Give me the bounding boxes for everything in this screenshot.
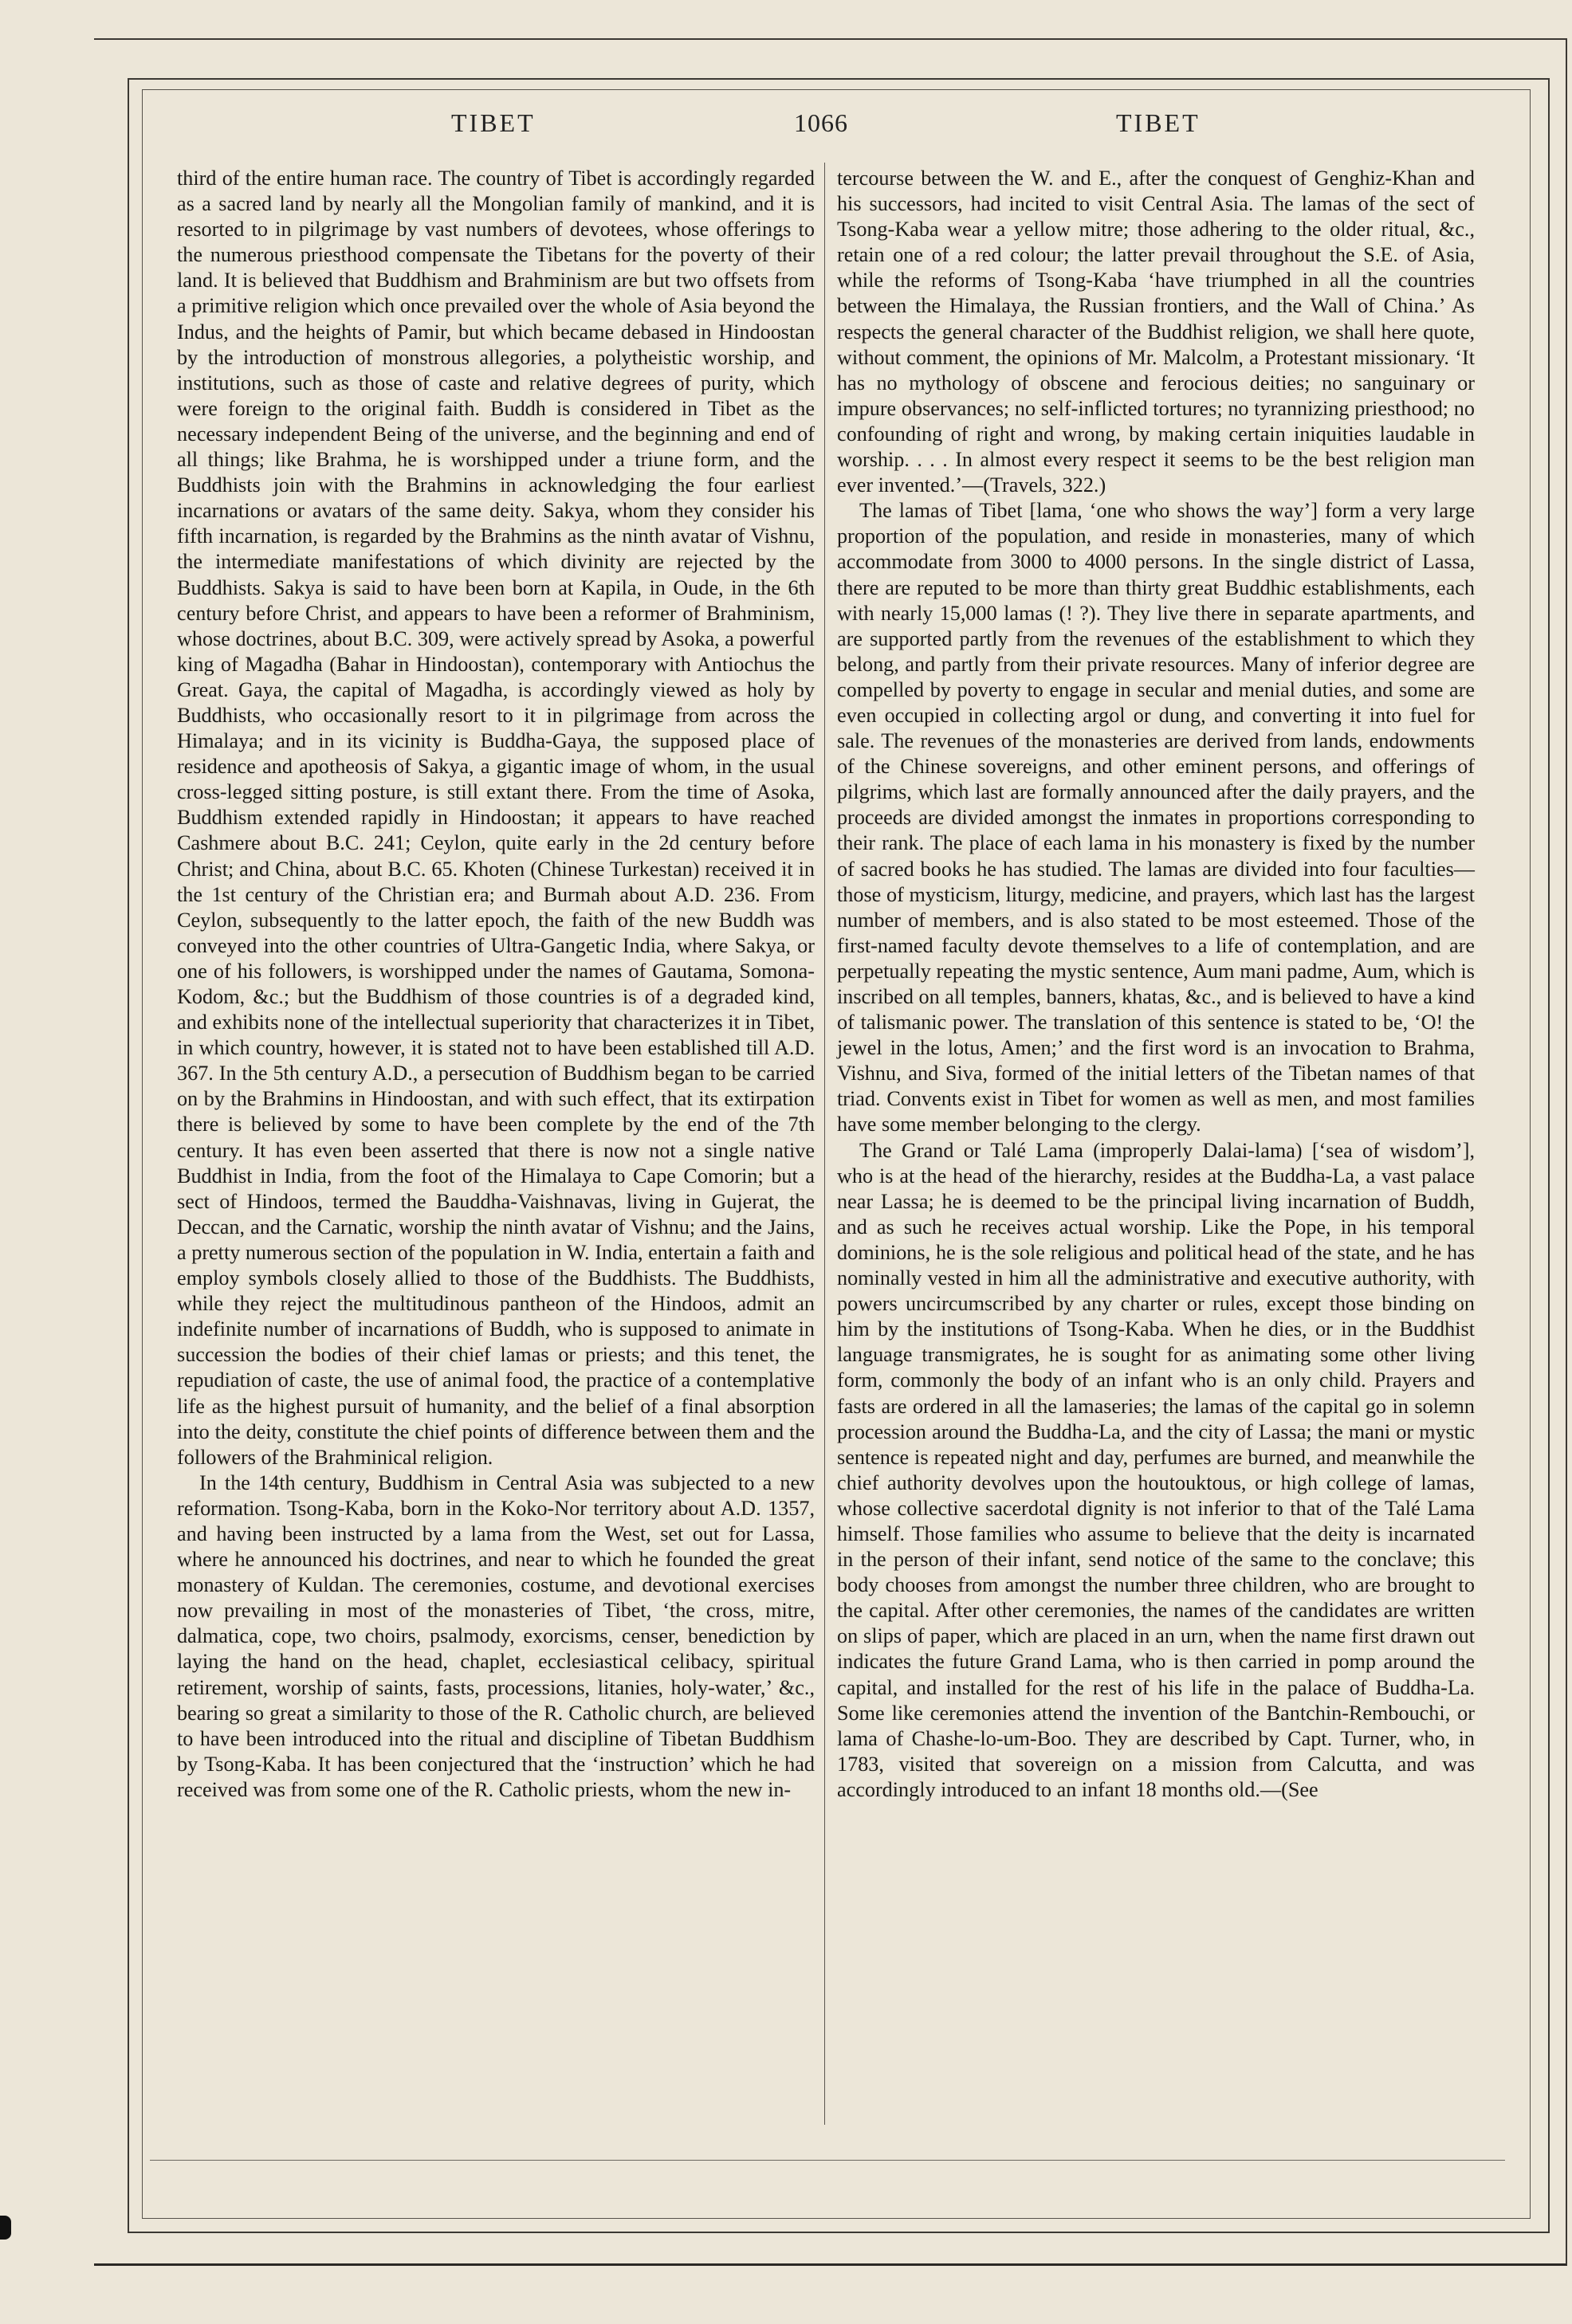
left-column — [177, 166, 815, 1803]
footer-rule — [150, 2160, 1505, 2161]
right-column — [837, 166, 1475, 1803]
header-right-title: TIBET — [1116, 108, 1201, 137]
running-header — [150, 108, 1521, 140]
paragraph: The Grand or Talé Lama (improperly Dalai-lama) [‘sea of wisdom’], who is at the head of the hierarchy, resides at the Buddha-La, a vast palace near Lassa; he is deemed to be the principal living incarnation of Buddh, and as such he receives actual worship. Like the Pope, in his temporal dominions, he is the sole religious and political head of the state, and he has nominally vested in him all the administrative and executive authority, with powers uncircumscribed by any charter or rules, except those binding on him by the institutions of Tsong-Kaba. When he dies, or in the Buddhist language transmigrates, he is sought for as animating some other living form, commonly the body of an infant who is an only child. Prayers and fasts are ordered in all the lamaseries; the lamas of the capital go in solemn procession around the Buddha-La, and the city of Lassa; the mani or mystic sentence is repeated night and day, perfumes are burned, and meanwhile the chief authority devolves upon the houtouktous, or high college of lamas, whose collective sacerdotal dignity is not inferior to that of the Talé Lama himself. Those families who assume to believe that the deity is incarnated in the person of their infant, send notice of the same to the conclave; this body chooses from amongst the number three children, who are brought to the capital. After other ceremonies, the names of the candidates are written on slips of paper, which are placed in an urn, when the name first drawn out indicates the future Grand Lama, who is then carried in pomp around the capital, and installed for the rest of his life in the palace of Buddha-La. Some like ceremonies attend the invention of the Bantchin-Rembouchi, or lama of Chashe-lo-um-Boo. They are described by Capt. Turner, who, in 1783, visited that sovereign on a mission from Calcutta, and was accordingly introduced to an infant 18 months old.—(See — [837, 1138, 1475, 1801]
paragraph: The lamas of Tibet [lama, ‘one who shows the way’] form a very large proportion of the population, and reside in monasteries, many of which accommodate from 3000 to 4000 persons. In the single district of Lassa, there are reputed to be more than thirty great Buddhic establishments, each with nearly 15,000 lamas (! ?). They live there in separate apartments, and are supported partly from the revenues of the establishment to which they belong, and partly from their private resources. Many of inferior degree are compelled by poverty to engage in secular and menial duties, and some are even occupied in collecting argol or dung, and converting it into fuel for sale. The revenues of the monasteries are derived from lands, endowments of the Chinese sovereigns, and other eminent persons, and offerings of pilgrims, which last are formally announced after the daily prayers, and the proceeds are divided amongst the inmates in proportions corresponding to their rank. The place of each lama in his monastery is fixed by the number of sacred books he has studied. The lamas are divided into four faculties—those of mysticism, liturgy, medicine, and prayers, which last has the largest number of members, and is also stated to be most esteemed. Those of the first-named faculty devote themselves to a life of contemplation, and are perpetually repeating the mystic sentence, Aum mani padme, Aum, which is inscribed on all temples, banners, khatas, &c., and is believed to have a kind of talismanic power. The translation of this sentence is stated to be, ‘O! the jewel in the lotus, Amen;’ and the first word is an invocation to Brahma, Vishnu, and Siva, formed of the initial letters of the Tibetan names of that triad. Convents exist in Tibet for women as well as men, and most families have some member belonging to the clergy. — [837, 499, 1475, 1136]
header-left-title: TIBET — [451, 108, 536, 137]
paragraph: third of the entire human race. The country of Tibet is accordingly regarded as a sacred land by nearly all the Mongolian family of mankind, and it is resorted to in pilgrimage by vast numbers of devotees, whose offerings to the numerous priesthood compensate the Tibetans for the poverty of their land. It is believed that Buddhism and Brahminism are but two offsets from a primitive religion which once prevailed over the whole of Asia beyond the Indus, and the heights of Pamir, but which became debased in Hindoostan by the introduction of monstrous allegories, a polytheistic worship, and institutions, such as those of caste and relative degrees of purity, which were foreign to the original faith. Buddh is considered in Tibet as the necessary independent Being of the universe, and the beginning and end of all things; like Brahma, he is worshipped under a triune form, and the Buddhists join with the Brahmins in acknowledging the four earliest incarnations or avatars of the same deity. Sakya, whom they consider his fifth incarnation, is regarded by the Brahmins as the ninth avatar of Vishnu, the intermediate manifestations of which divinity are rejected by the Buddhists. Sakya is said to have been born at Kapila, in Oude, in the 6th century before Christ, and appears to have been a reformer of Brahminism, whose doctrines, about B.C. 309, were actively spread by Asoka, a powerful king of Magadha (Bahar in Hindoostan), contemporary with Antiochus the Great. Gaya, the capital of Magadha, is accordingly viewed as holy by Buddhists, who occasionally resort to it in pilgrimage from across the Himalaya; and in its vicinity is Buddha-Gaya, the supposed place of residence and apotheosis of Sakya, a gigantic image of whom, in the usual cross-legged sitting posture, is still extant there. From the time of Asoka, Buddhism extended rapidly in Hindoostan; it appears to have reached Cashmere about B.C. 241; Ceylon, quite early in the 2d century before Christ; and China, about B.C. 65. Khoten (Chinese Turkestan) received it in the 1st century of the Christian era; and Burmah about A.D. 236. From Ceylon, subsequently to the latter epoch, the faith of the new Buddh was conveyed into the other countries of Ultra-Gangetic India, where Sakya, or one of his followers, is worshipped under the names of Gautama, Somona-Kodom, &c.; but the Buddhism of those countries is of a degraded kind, and exhibits none of the intellectual superiority that characterizes it in Tibet, in which country, however, it is stated not to have been established till A.D. 367. In the 5th century A.D., a persecution of Buddhism began to be carried on by the Brahmins in Hindoostan, and with such effect, that its extirpation there is believed by some to have been complete by the end of the 7th century. It has even been asserted that there is now not a single native Buddhist in India, from the foot of the Himalaya to Cape Comorin; but a sect of Hindoos, termed the Bauddha-Vaishnavas, living in Gujerat, the Deccan, and the Carnatic, worship the ninth avatar of Vishnu; and the Jains, a pretty numerous section of the population in W. India, entertain a faith and employ symbols closely allied to those of the Buddhists. The Buddhists, while they reject the multitudinous pantheon of the Hindoos, admit an indefinite number of incarnations of Buddh, who is supposed to animate in succession the bodies of their chief lamas or priests; and this tenet, the repudiation of caste, the use of animal food, the practice of a contemplative life as the highest pursuit of humanity, and the belief of a final absorption into the deity, constitute the chief points of difference between them and the followers of the Brahminical religion. — [177, 167, 815, 1469]
paragraph: tercourse between the W. and E., after the conquest of Genghiz-Khan and his successors, had incited to visit Central Asia. The lamas of the sect of Tsong-Kaba wear a yellow mitre; those adhering to the older ritual, &c., retain one of a red colour; the latter prevail throughout the S.E. of Asia, while the reforms of Tsong-Kaba ‘have triumphed in all the countries between the Himalaya, the Russian frontiers, and the Wall of China.’ As respects the general character of the Buddhist religion, we shall here quote, without comment, the opinions of Mr. Malcolm, a Protestant missionary. ‘It has no mythology of obscene and ferocious deities; no sanguinary or impure observances; no self-inflicted tortures; no tyrannizing priesthood; no confounding of right and wrong, by making certain iniquities laudable in worship. . . . In almost every respect it seems to be the best religion man ever invented.’—(Travels, 322.) — [837, 167, 1475, 497]
page-number: 1066 — [794, 108, 848, 137]
column-divider — [824, 163, 825, 2125]
page-edge-mark — [0, 2216, 11, 2240]
paragraph: In the 14th century, Buddhism in Central Asia was subjected to a new reformation. Tsong-Kaba, born in the Koko-Nor territory about A.D. 1357, and having been instructed by a lama from the West, set out for Lassa, where he announced his doctrines, and near to which he founded the great monastery of Kuldan. The ceremonies, costume, and devotional exercises now prevailing in most of the monasteries of Tibet, ‘the cross, mitre, dalmatica, cope, two choirs, psalmody, exorcisms, censer, benediction by laying the hand on the head, chaplet, ecclesiastical celibacy, spiritual retirement, worship of saints, fasts, processions, litanies, holy-water,’ &c., bearing so great a similarity to those of the R. Catholic church, are believed to have been introduced into the ritual and discipline of Tibetan Buddhism by Tsong-Kaba. It has been conjectured that the ‘instruction’ which he had received was from some one of the R. Catholic priests, whom the new in- — [177, 1470, 815, 1801]
